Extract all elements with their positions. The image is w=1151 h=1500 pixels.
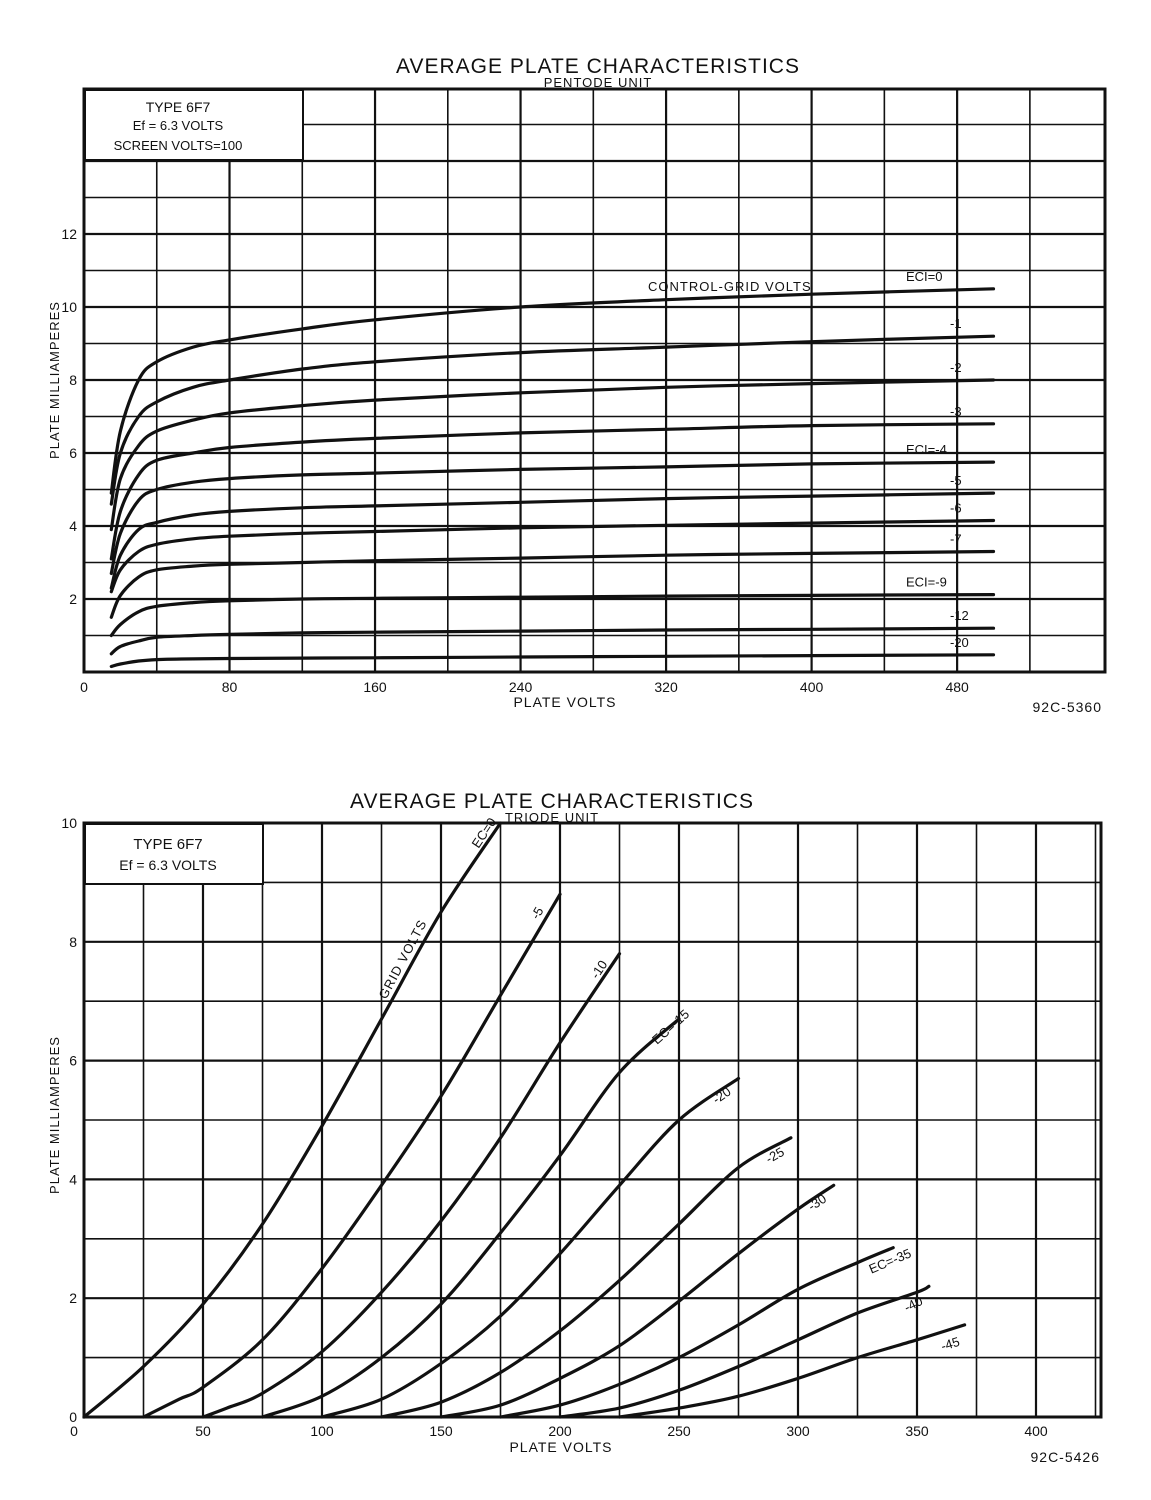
- series-line-eci-3: [111, 424, 993, 559]
- y-tick-label: 4: [69, 1171, 77, 1188]
- x-tick-label: 250: [667, 1423, 691, 1439]
- x-tick-label: 160: [363, 679, 387, 695]
- triode-x-axis-label: PLATE VOLTS: [509, 1439, 613, 1455]
- pentode-info-type: TYPE 6F7: [145, 99, 211, 115]
- series-label: ECI=-9: [906, 574, 947, 590]
- y-tick-label: 6: [69, 445, 77, 461]
- series-label: -10: [587, 957, 611, 982]
- series-line-ec-45: [620, 1325, 965, 1417]
- triode-subtitle: TRIODE UNIT: [504, 810, 600, 825]
- triode-grid: [84, 823, 1101, 1417]
- pentode-info-heater: Ef = 6.3 VOLTS: [132, 118, 224, 133]
- x-tick-label: 0: [70, 1423, 78, 1439]
- triode-figure-id: 92C-5426: [1030, 1449, 1100, 1465]
- series-line-ec-10: [203, 954, 620, 1417]
- series-label: -1: [950, 316, 962, 332]
- series-line-eci-20: [111, 655, 993, 667]
- y-tick-label: 8: [69, 933, 77, 950]
- series-line-ec-5: [144, 894, 561, 1417]
- series-label: EC=0: [468, 814, 500, 851]
- series-label: -30: [805, 1190, 830, 1214]
- series-label: -6: [950, 500, 962, 516]
- series-label: -20: [709, 1083, 734, 1107]
- x-tick-label: 50: [195, 1423, 211, 1439]
- x-tick-label: 350: [905, 1423, 929, 1439]
- series-label: EC=-15: [648, 1006, 693, 1048]
- x-tick-label: 100: [310, 1423, 334, 1439]
- y-tick-label: 0: [69, 1409, 77, 1425]
- pentode-x-axis-label: PLATE VOLTS: [513, 694, 617, 710]
- y-tick-label: 4: [69, 518, 77, 534]
- series-label: -20: [950, 634, 969, 650]
- pentode-chart: [47, 55, 1105, 715]
- triode-family-label: GRID VOLTS: [375, 916, 430, 1002]
- series-label: -5: [527, 904, 547, 922]
- series-line-eci-5: [111, 493, 993, 588]
- series-label: ECI=0: [906, 268, 943, 284]
- pentode-title: AVERAGE PLATE CHARACTERISTICS: [396, 55, 800, 78]
- series-label: -2: [950, 360, 962, 375]
- pentode-y-axis-label: PLATE MILLIAMPERES: [47, 301, 62, 459]
- series-label: -12: [950, 608, 969, 624]
- triode-series: [84, 815, 965, 1417]
- x-tick-label: 80: [221, 679, 238, 695]
- x-tick-label: 200: [548, 1423, 572, 1439]
- series-line-eci-7: [111, 552, 993, 618]
- pentode-series: [111, 269, 993, 667]
- series-line-ec-20: [322, 1078, 739, 1417]
- triode-info-heater: Ef = 6.3 VOLTS: [119, 857, 217, 873]
- series-label: ECI=-4: [906, 442, 947, 458]
- series-label: -45: [939, 1333, 962, 1354]
- series-label: -3: [950, 403, 962, 419]
- y-tick-label: 6: [69, 1052, 77, 1069]
- y-tick-label: 12: [61, 226, 77, 242]
- x-tick-label: 400: [1024, 1423, 1048, 1439]
- x-tick-label: 150: [429, 1423, 453, 1439]
- series-line-eci-2: [111, 380, 993, 530]
- x-tick-label: 400: [799, 679, 824, 695]
- y-tick-label: 2: [69, 1290, 77, 1307]
- pentode-info-screen: SCREEN VOLTS=100: [113, 138, 243, 153]
- series-label: EC=-35: [866, 1245, 914, 1277]
- x-tick-label: 320: [654, 679, 678, 695]
- pentode-figure-id: 92C-5360: [1032, 699, 1102, 715]
- series-label: -40: [901, 1293, 926, 1315]
- pentode-tick-labels: [61, 226, 969, 695]
- x-tick-label: 0: [80, 679, 88, 695]
- series-label: -5: [950, 473, 962, 489]
- triode-info-type: TYPE 6F7: [133, 836, 203, 853]
- y-tick-label: 10: [61, 299, 77, 315]
- triode-title: AVERAGE PLATE CHARACTERISTICS: [350, 790, 754, 813]
- series-line-eci-12: [111, 628, 993, 654]
- pentode-family-label: CONTROL-GRID VOLTS: [648, 279, 812, 294]
- x-tick-label: 480: [945, 679, 969, 695]
- y-tick-label: 10: [61, 815, 77, 831]
- x-tick-label: 240: [508, 679, 533, 695]
- series-label: -7: [950, 531, 962, 547]
- triode-y-axis-label: PLATE MILLIAMPERES: [47, 1036, 62, 1194]
- triode-info-box: [85, 824, 263, 884]
- series-label: -25: [762, 1144, 787, 1167]
- y-tick-label: 2: [69, 591, 77, 607]
- triode-chart: [47, 790, 1101, 1465]
- pentode-subtitle: PENTODE UNIT: [543, 75, 653, 90]
- y-tick-label: 8: [69, 372, 77, 388]
- x-tick-label: 300: [786, 1423, 810, 1439]
